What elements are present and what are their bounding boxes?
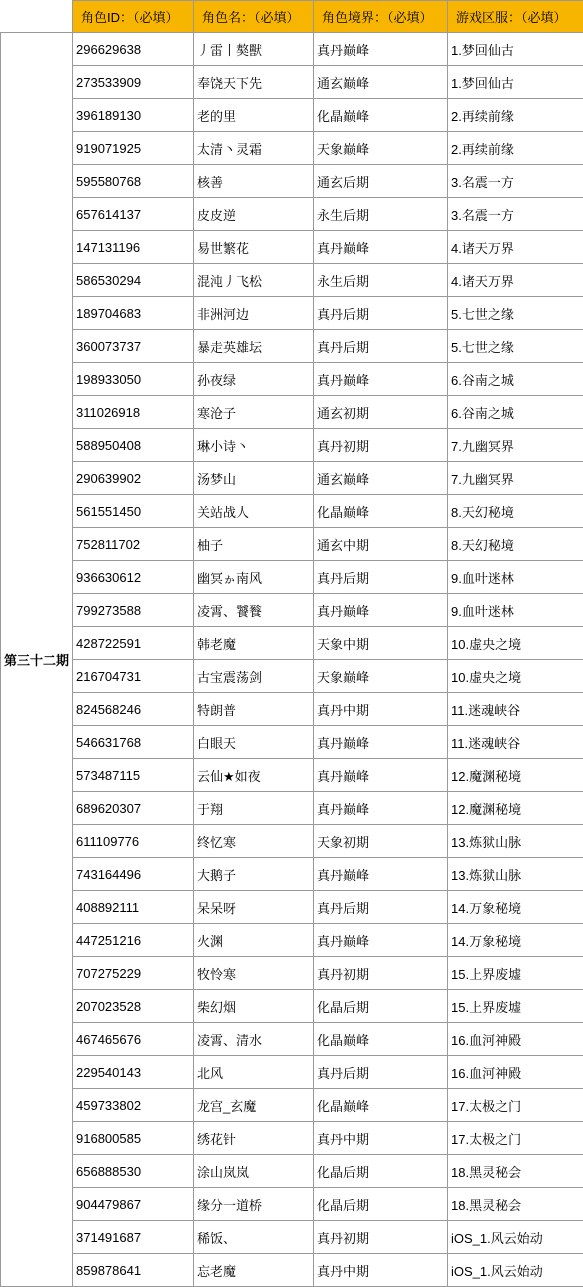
game-server-cell: 5.七世之缘	[448, 297, 583, 330]
role-realm-cell: 化晶后期	[314, 1155, 448, 1188]
game-server-cell: iOS_1.风云始动	[448, 1254, 583, 1287]
role-id-cell: 229540143	[73, 1056, 194, 1089]
role-name-cell: 牧怜寒	[194, 957, 314, 990]
table-row	[1, 1155, 583, 1188]
table-row	[1, 924, 583, 957]
role-realm-cell: 通玄后期	[314, 165, 448, 198]
table-row	[1, 1254, 583, 1287]
role-name-cell: 关站战人	[194, 495, 314, 528]
table-row	[1, 66, 583, 99]
table-row	[1, 726, 583, 759]
game-server-cell: 2.再续前缘	[448, 132, 583, 165]
role-name-cell: 忘老魔	[194, 1254, 314, 1287]
header-row	[1, 1, 583, 33]
role-name-cell: 火渊	[194, 924, 314, 957]
role-name-cell: 老的里	[194, 99, 314, 132]
header-role-name: 角色名：（必填）	[194, 1, 314, 33]
role-name-cell: 奉饶天下先	[194, 66, 314, 99]
table-row	[1, 462, 583, 495]
role-realm-cell: 真丹后期	[314, 561, 448, 594]
role-name-cell: 琳小诗丶	[194, 429, 314, 462]
table-row	[1, 792, 583, 825]
table-row	[1, 297, 583, 330]
table-row	[1, 132, 583, 165]
game-server-cell: 7.九幽冥界	[448, 462, 583, 495]
role-id-cell: 916800585	[73, 1122, 194, 1155]
role-realm-cell: 真丹巅峰	[314, 858, 448, 891]
role-name-cell: 缘分一道桥	[194, 1188, 314, 1221]
role-realm-cell: 化晶巅峰	[314, 1089, 448, 1122]
role-name-cell: 暴走英雄坛	[194, 330, 314, 363]
role-name-cell: 北风	[194, 1056, 314, 1089]
game-server-cell: 4.诸天万界	[448, 231, 583, 264]
role-name-cell: 凌霄、清水	[194, 1023, 314, 1056]
role-realm-cell: 化晶巅峰	[314, 99, 448, 132]
role-realm-cell: 真丹巅峰	[314, 363, 448, 396]
role-name-cell: 特朗普	[194, 693, 314, 726]
role-realm-cell: 化晶巅峰	[314, 495, 448, 528]
role-name-cell: 古宝震荡剑	[194, 660, 314, 693]
table-row	[1, 1122, 583, 1155]
role-id-cell: 311026918	[73, 396, 194, 429]
table-row	[1, 198, 583, 231]
role-id-cell: 588950408	[73, 429, 194, 462]
table-row	[1, 1023, 583, 1056]
role-realm-cell: 真丹后期	[314, 297, 448, 330]
game-server-cell: 5.七世之缘	[448, 330, 583, 363]
role-name-cell: 孙夜绿	[194, 363, 314, 396]
role-id-cell: 707275229	[73, 957, 194, 990]
header-game-server: 游戏区服：（必填）	[448, 1, 583, 33]
game-server-cell: 17.太极之门	[448, 1089, 583, 1122]
table-row	[1, 561, 583, 594]
role-id-cell: 656888530	[73, 1155, 194, 1188]
role-id-cell: 561551450	[73, 495, 194, 528]
table-row	[1, 858, 583, 891]
table-row	[1, 1056, 583, 1089]
role-id-cell: 273533909	[73, 66, 194, 99]
game-server-cell: 10.虚央之境	[448, 627, 583, 660]
role-id-cell: 936630612	[73, 561, 194, 594]
role-id-cell: 611109776	[73, 825, 194, 858]
table-row	[1, 957, 583, 990]
role-realm-cell: 天象巅峰	[314, 660, 448, 693]
game-server-cell: 10.虚央之境	[448, 660, 583, 693]
game-server-cell: 14.万象秘境	[448, 924, 583, 957]
role-realm-cell: 真丹后期	[314, 1056, 448, 1089]
role-id-cell: 216704731	[73, 660, 194, 693]
table-row	[1, 693, 583, 726]
role-realm-cell: 真丹巅峰	[314, 924, 448, 957]
table-row	[1, 627, 583, 660]
role-id-cell: 595580768	[73, 165, 194, 198]
role-id-cell: 396189130	[73, 99, 194, 132]
game-server-cell: 9.血叶迷林	[448, 594, 583, 627]
game-server-cell: 6.谷南之城	[448, 396, 583, 429]
role-realm-cell: 真丹后期	[314, 891, 448, 924]
table-row	[1, 495, 583, 528]
role-name-cell: 汤梦山	[194, 462, 314, 495]
role-realm-cell: 天象中期	[314, 627, 448, 660]
role-realm-cell: 通玄巅峰	[314, 66, 448, 99]
role-name-cell: 白眼天	[194, 726, 314, 759]
role-id-cell: 689620307	[73, 792, 194, 825]
role-name-cell: 柴幻烟	[194, 990, 314, 1023]
corner-cell	[1, 1, 73, 33]
role-id-cell: 467465676	[73, 1023, 194, 1056]
role-realm-cell: 通玄初期	[314, 396, 448, 429]
role-id-cell: 657614137	[73, 198, 194, 231]
role-id-cell: 586530294	[73, 264, 194, 297]
table-row	[1, 759, 583, 792]
game-server-cell: iOS_1.风云始动	[448, 1221, 583, 1254]
game-server-cell: 18.黑灵秘会	[448, 1155, 583, 1188]
role-id-cell: 207023528	[73, 990, 194, 1023]
game-server-cell: 15.上界废墟	[448, 957, 583, 990]
role-realm-cell: 真丹巅峰	[314, 726, 448, 759]
role-name-cell: 稀饭、	[194, 1221, 314, 1254]
role-name-cell: 皮皮逆	[194, 198, 314, 231]
role-realm-cell: 真丹初期	[314, 429, 448, 462]
role-realm-cell: 真丹巅峰	[314, 759, 448, 792]
game-server-cell: 8.天幻秘境	[448, 495, 583, 528]
role-realm-cell: 真丹初期	[314, 1221, 448, 1254]
game-server-cell: 2.再续前缘	[448, 99, 583, 132]
table-row	[1, 1221, 583, 1254]
table-row	[1, 990, 583, 1023]
role-id-cell: 296629638	[73, 33, 194, 66]
role-name-cell: 寒沧子	[194, 396, 314, 429]
role-id-cell: 371491687	[73, 1221, 194, 1254]
role-name-cell: 韩老魔	[194, 627, 314, 660]
role-realm-cell: 真丹后期	[314, 330, 448, 363]
role-id-cell: 198933050	[73, 363, 194, 396]
game-server-cell: 16.血河神殿	[448, 1023, 583, 1056]
game-server-cell: 17.太极之门	[448, 1122, 583, 1155]
role-realm-cell: 天象初期	[314, 825, 448, 858]
game-server-cell: 7.九幽冥界	[448, 429, 583, 462]
role-name-cell: 于翔	[194, 792, 314, 825]
game-server-cell: 16.血河神殿	[448, 1056, 583, 1089]
table-row	[1, 891, 583, 924]
game-server-cell: 4.诸天万界	[448, 264, 583, 297]
role-realm-cell: 真丹中期	[314, 1122, 448, 1155]
table-row	[1, 231, 583, 264]
role-id-cell: 573487115	[73, 759, 194, 792]
role-realm-cell: 化晶后期	[314, 1188, 448, 1221]
role-name-cell: 柚子	[194, 528, 314, 561]
role-id-cell: 919071925	[73, 132, 194, 165]
role-name-cell: 幽冥ゕ南风	[194, 561, 314, 594]
role-realm-cell: 化晶巅峰	[314, 1023, 448, 1056]
table-row	[1, 528, 583, 561]
table-row	[1, 660, 583, 693]
role-id-cell: 147131196	[73, 231, 194, 264]
role-realm-cell: 真丹中期	[314, 693, 448, 726]
game-server-cell: 15.上界废墟	[448, 990, 583, 1023]
role-realm-cell: 真丹巅峰	[314, 231, 448, 264]
role-id-cell: 408892111	[73, 891, 194, 924]
role-realm-cell: 永生后期	[314, 198, 448, 231]
game-server-cell: 1.梦回仙古	[448, 66, 583, 99]
game-server-cell: 11.迷魂峡谷	[448, 693, 583, 726]
game-server-cell: 3.名震一方	[448, 165, 583, 198]
role-name-cell: 太清丶灵霜	[194, 132, 314, 165]
role-realm-cell: 真丹巅峰	[314, 33, 448, 66]
role-realm-cell: 真丹巅峰	[314, 792, 448, 825]
role-id-cell: 752811702	[73, 528, 194, 561]
game-server-cell: 11.迷魂峡谷	[448, 726, 583, 759]
role-realm-cell: 永生后期	[314, 264, 448, 297]
role-id-cell: 546631768	[73, 726, 194, 759]
game-server-cell: 9.血叶迷林	[448, 561, 583, 594]
table-row	[1, 1188, 583, 1221]
table-row	[1, 165, 583, 198]
game-server-cell: 12.魔渊秘境	[448, 792, 583, 825]
table-row	[1, 99, 583, 132]
role-realm-cell: 化晶后期	[314, 990, 448, 1023]
table-row	[1, 429, 583, 462]
role-id-cell: 290639902	[73, 462, 194, 495]
header-role-realm: 角色境界：（必填）	[314, 1, 448, 33]
role-id-cell: 859878641	[73, 1254, 194, 1287]
role-id-cell: 189704683	[73, 297, 194, 330]
role-id-cell: 904479867	[73, 1188, 194, 1221]
table-row	[1, 825, 583, 858]
game-server-cell: 13.炼狱山脉	[448, 825, 583, 858]
role-name-cell: 呆呆呀	[194, 891, 314, 924]
role-id-cell: 360073737	[73, 330, 194, 363]
game-server-cell: 8.天幻秘境	[448, 528, 583, 561]
game-server-cell: 18.黑灵秘会	[448, 1188, 583, 1221]
role-realm-cell: 通玄巅峰	[314, 462, 448, 495]
table-row	[1, 363, 583, 396]
table-row	[1, 330, 583, 363]
table-row	[1, 33, 583, 66]
role-name-cell: 非洲河边	[194, 297, 314, 330]
role-name-cell: 易世繁花	[194, 231, 314, 264]
role-realm-cell: 真丹中期	[314, 1254, 448, 1287]
role-id-cell: 824568246	[73, 693, 194, 726]
table-row	[1, 594, 583, 627]
role-id-cell: 459733802	[73, 1089, 194, 1122]
game-server-cell: 6.谷南之城	[448, 363, 583, 396]
game-server-cell: 12.魔渊秘境	[448, 759, 583, 792]
game-server-cell: 1.梦回仙古	[448, 33, 583, 66]
role-realm-cell: 真丹初期	[314, 957, 448, 990]
role-id-cell: 447251216	[73, 924, 194, 957]
role-realm-cell: 天象巅峰	[314, 132, 448, 165]
table-row	[1, 1089, 583, 1122]
period-label: 第三十二期	[1, 33, 73, 1287]
role-name-cell: 凌霄、饕餮	[194, 594, 314, 627]
role-name-cell: 混沌丿飞松	[194, 264, 314, 297]
role-name-cell: 龙宫_玄魔	[194, 1089, 314, 1122]
role-name-cell: 丿雷丨獒獸	[194, 33, 314, 66]
role-realm-cell: 通玄中期	[314, 528, 448, 561]
header-role-id: 角色ID：（必填）	[73, 1, 194, 33]
role-name-cell: 核善	[194, 165, 314, 198]
role-name-cell: 终忆寒	[194, 825, 314, 858]
role-name-cell: 涂山岚岚	[194, 1155, 314, 1188]
role-id-cell: 428722591	[73, 627, 194, 660]
role-id-cell: 743164496	[73, 858, 194, 891]
role-id-cell: 799273588	[73, 594, 194, 627]
role-name-cell: 大鹅子	[194, 858, 314, 891]
role-name-cell: 绣花针	[194, 1122, 314, 1155]
game-server-cell: 14.万象秘境	[448, 891, 583, 924]
game-server-cell: 13.炼狱山脉	[448, 858, 583, 891]
table-row	[1, 396, 583, 429]
game-server-cell: 3.名震一方	[448, 198, 583, 231]
table-row	[1, 264, 583, 297]
role-name-cell: 云仙★如夜	[194, 759, 314, 792]
role-realm-cell: 真丹巅峰	[314, 594, 448, 627]
